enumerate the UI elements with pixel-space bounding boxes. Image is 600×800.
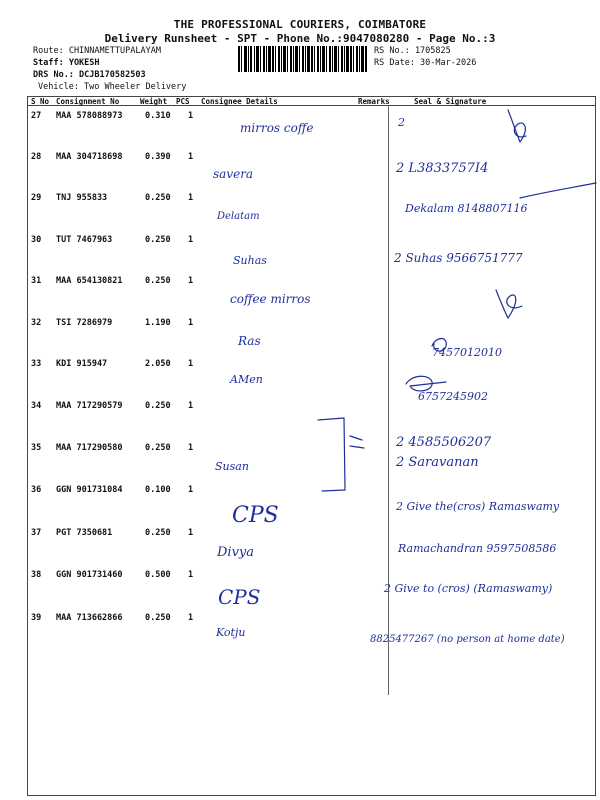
row-sno: 31 bbox=[31, 276, 42, 286]
row-sno: 39 bbox=[31, 613, 42, 623]
row-sno: 34 bbox=[31, 401, 42, 411]
row-consignment: GGN 901731084 bbox=[56, 485, 123, 495]
row-consignment: TSI 7286979 bbox=[56, 318, 113, 328]
row-weight: 1.190 bbox=[145, 318, 171, 328]
row-consignment: MAA 304718698 bbox=[56, 152, 123, 162]
col-header-pcs: PCS bbox=[176, 97, 190, 106]
handwritten-signature: 2 Give the(cros) Ramaswamy bbox=[396, 500, 560, 513]
col-header-remarks: Remarks bbox=[358, 97, 390, 106]
handwritten-consignee: Delatam bbox=[217, 211, 260, 222]
handwritten-consignee: Divya bbox=[217, 545, 255, 560]
row-sno: 36 bbox=[31, 485, 42, 495]
handwritten-signature: 6757245902 bbox=[418, 390, 488, 403]
signature-scribble bbox=[496, 290, 522, 318]
row-pcs: 1 bbox=[188, 443, 194, 453]
handwritten-signature: 2 L3833757I4 bbox=[396, 161, 489, 176]
col-header-signature: Seal & Signature bbox=[414, 97, 487, 106]
handwritten-signature: 2 Suhas 9566751777 bbox=[394, 251, 523, 265]
row-weight: 2.050 bbox=[145, 359, 171, 369]
row-weight: 0.250 bbox=[145, 528, 171, 538]
row-sno: 38 bbox=[31, 570, 42, 580]
col-header-weight: Weight bbox=[140, 97, 168, 106]
row-weight: 0.250 bbox=[145, 276, 171, 286]
row-weight: 0.250 bbox=[145, 613, 171, 623]
row-pcs: 1 bbox=[188, 485, 194, 495]
row-weight: 0.250 bbox=[145, 235, 171, 245]
handwritten-signature: 2 4585506207 bbox=[396, 435, 492, 450]
rs-number: RS No.: 1705825 bbox=[374, 46, 451, 56]
row-weight: 0.250 bbox=[145, 443, 171, 453]
row-consignment: MAA 578088973 bbox=[56, 111, 123, 121]
row-sno: 32 bbox=[31, 318, 42, 328]
row-weight: 0.100 bbox=[145, 485, 171, 495]
handwritten-signature: 2 bbox=[398, 116, 405, 129]
staff-text: Staff: YOKESH bbox=[33, 58, 100, 68]
handwritten-signature: 2 Saravanan bbox=[396, 455, 479, 470]
row-consignment: TUT 7467963 bbox=[56, 235, 113, 245]
row-sno: 27 bbox=[31, 111, 42, 121]
arrow-mark bbox=[350, 436, 364, 448]
handwritten-consignee: AMen bbox=[230, 373, 263, 386]
runsheet-subtitle: Delivery Runsheet - SPT - Phone No.:9047080280 - Page No.:3 bbox=[104, 32, 496, 45]
row-weight: 0.310 bbox=[145, 111, 171, 121]
vehicle-text: Vehicle: Two Wheeler Delivery bbox=[38, 82, 187, 92]
handwritten-consignee: Kotju bbox=[216, 626, 246, 639]
signature-scribble bbox=[508, 110, 526, 142]
handwritten-consignee: Suhas bbox=[233, 254, 267, 267]
handwritten-consignee: Susan bbox=[215, 460, 249, 473]
handwritten-signature: Ramachandran 9597508586 bbox=[398, 542, 557, 555]
row-sno: 28 bbox=[31, 152, 42, 162]
row-pcs: 1 bbox=[188, 235, 194, 245]
ink-stroke bbox=[520, 183, 596, 198]
row-weight: 0.500 bbox=[145, 570, 171, 580]
bracket-mark bbox=[318, 418, 345, 491]
company-title: THE PROFESSIONAL COURIERS, COIMBATORE bbox=[173, 18, 427, 31]
row-pcs: 1 bbox=[188, 613, 194, 623]
handwritten-consignee: Ras bbox=[238, 334, 261, 348]
row-weight: 0.250 bbox=[145, 401, 171, 411]
row-pcs: 1 bbox=[188, 359, 194, 369]
row-consignment: GGN 901731460 bbox=[56, 570, 123, 580]
row-consignment: KDI 915947 bbox=[56, 359, 108, 369]
row-consignment: TNJ 955833 bbox=[56, 193, 108, 203]
row-weight: 0.390 bbox=[145, 152, 171, 162]
col-header-consignment: Consignment No bbox=[56, 97, 120, 106]
rs-date: RS Date: 30-Mar-2026 bbox=[374, 58, 477, 68]
row-sno: 30 bbox=[31, 235, 42, 245]
row-sno: 29 bbox=[31, 193, 42, 203]
row-sno: 35 bbox=[31, 443, 42, 453]
row-pcs: 1 bbox=[188, 570, 194, 580]
col-header-sno: S No bbox=[31, 97, 50, 106]
row-pcs: 1 bbox=[188, 528, 194, 538]
handwritten-signature: 8825477267 (no person at home date) bbox=[370, 634, 565, 645]
row-sno: 33 bbox=[31, 359, 42, 369]
route-text: Route: CHINNAMETTUPALAYAM bbox=[33, 46, 161, 56]
row-consignment: PGT 7350681 bbox=[56, 528, 113, 538]
row-sno: 37 bbox=[31, 528, 42, 538]
row-weight: 0.250 bbox=[145, 193, 171, 203]
col-header-consignee: Consignee Details bbox=[201, 97, 278, 106]
handwritten-consignee: mirros coffe bbox=[240, 121, 314, 135]
row-pcs: 1 bbox=[188, 401, 194, 411]
handwritten-consignee: CPS bbox=[232, 503, 279, 528]
row-pcs: 1 bbox=[188, 193, 194, 203]
handwritten-consignee: coffee mirros bbox=[230, 292, 311, 306]
row-consignment: MAA 717290580 bbox=[56, 443, 123, 453]
handwritten-signature: 7457012010 bbox=[432, 346, 502, 359]
drs-text: DRS No.: DCJB170582503 bbox=[33, 70, 146, 80]
handwritten-signature: Dekalam 8148807116 bbox=[405, 202, 528, 215]
row-consignment: MAA 713662866 bbox=[56, 613, 123, 623]
handwritten-signature: 2 Give to (cros) (Ramaswamy) bbox=[384, 582, 553, 595]
row-pcs: 1 bbox=[188, 318, 194, 328]
signature-scribble bbox=[406, 376, 446, 391]
row-consignment: MAA 654130821 bbox=[56, 276, 123, 286]
row-consignment: MAA 717290579 bbox=[56, 401, 123, 411]
row-pcs: 1 bbox=[188, 111, 194, 121]
row-pcs: 1 bbox=[188, 276, 194, 286]
row-pcs: 1 bbox=[188, 152, 194, 162]
handwritten-consignee: savera bbox=[213, 167, 254, 181]
handwritten-consignee: CPS bbox=[218, 585, 261, 609]
